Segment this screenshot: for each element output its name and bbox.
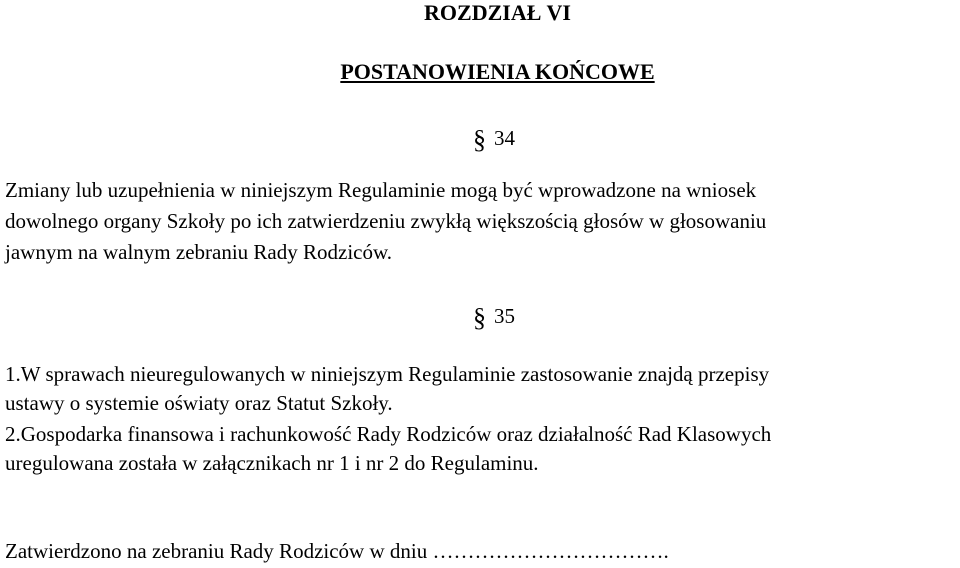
paragraph-35-heading [473,302,515,332]
text-line: jawnym na walnym zebraniu Rady Rodziców. [5,240,393,264]
approval-line: Zatwierdzono na zebraniu Rady Rodziców w dniu ……………………………. [5,539,669,563]
section-title: POSTANOWIENIA KOŃCOWE [340,59,655,84]
paragraph-sign: § [473,125,486,154]
paragraph-sign: § [473,303,486,332]
paragraph-34-heading [473,124,515,154]
paragraph-number: 34 [494,126,515,150]
text-line: 2.Gospodarka finansowa i rachunkowość Rady Rodziców oraz działalność Rad Klasowych [5,422,772,446]
text-line: uregulowana została w załącznikach nr 1 i nr 2 do Regulaminu. [5,451,539,475]
chapter-heading: ROZDZIAŁ VI [424,0,571,25]
text-line: ustawy o systemie oświaty oraz Statut Szkoły. [5,391,393,415]
text-line: dowolnego organy Szkoły po ich zatwierdzeniu zwykłą większością głosów w głosowaniu [5,209,767,233]
text-line: Zmiany lub uzupełnienia w niniejszym Regulaminie mogą być wprowadzone na wniosek [5,178,757,202]
text-line: 1.W sprawach nieuregulowanych w niniejszym Regulaminie zastosowanie znajdą przepisy [5,362,770,386]
paragraph-number: 35 [494,304,515,328]
